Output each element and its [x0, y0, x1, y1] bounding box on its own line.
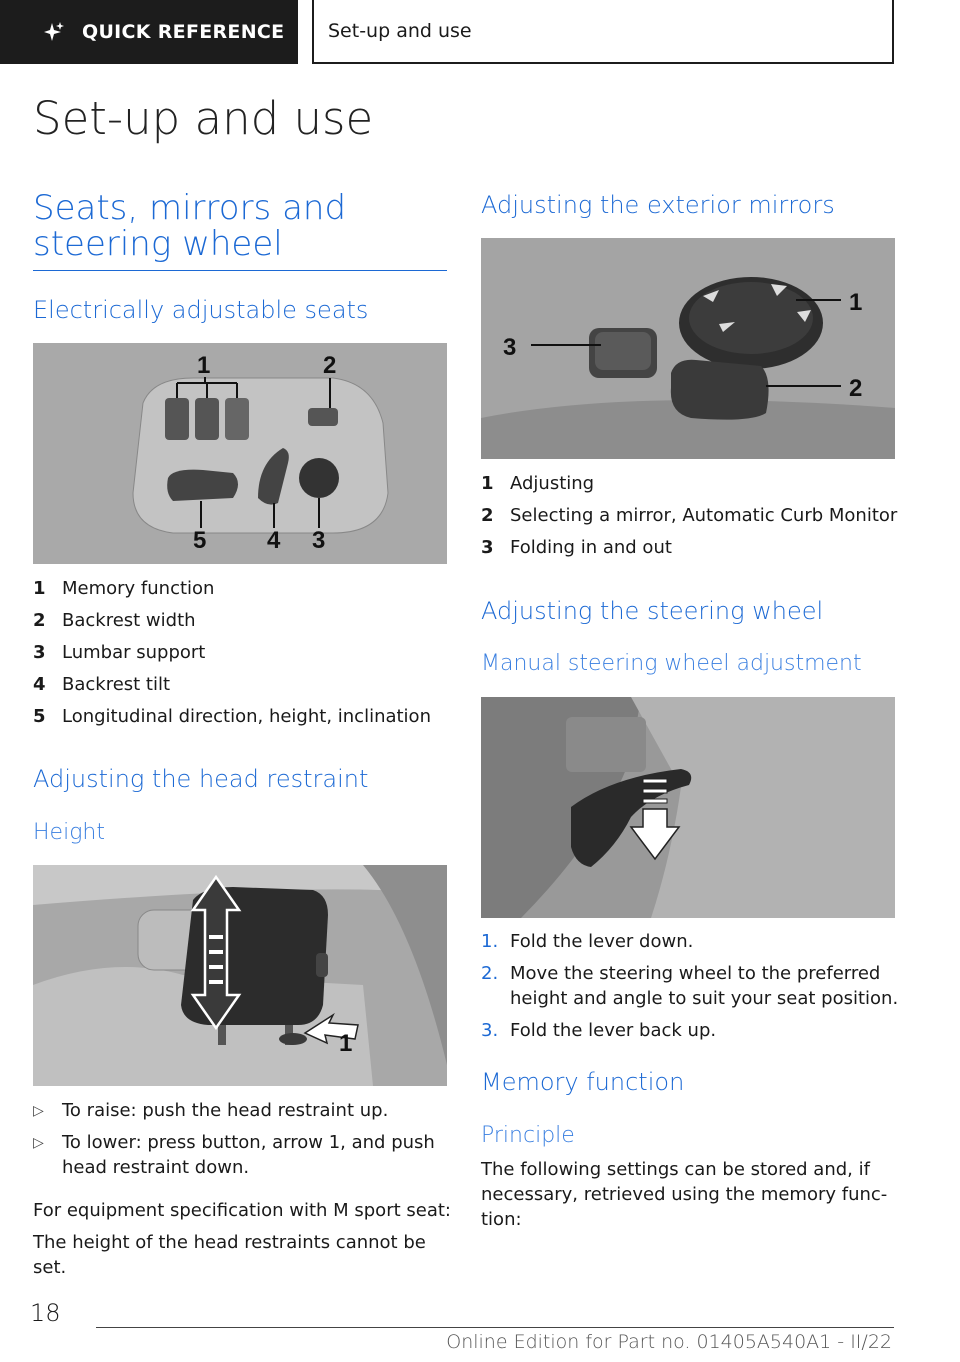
list-item — [481, 535, 672, 560]
list-text — [62, 1130, 435, 1180]
mirror-callout-2: 2 — [849, 375, 863, 402]
triangle-bullet-icon: ▷ — [33, 1135, 44, 1151]
list-number: 4 — [33, 674, 46, 695]
footer-divider — [96, 1327, 894, 1328]
list-text-line: Move the steering wheel to the preferred — [510, 963, 881, 984]
list-number: 1 — [33, 578, 46, 599]
list-number: 2 — [481, 505, 494, 526]
list-item — [481, 961, 898, 1011]
section-heading-block — [33, 190, 447, 271]
seat-callout-2: 2 — [323, 352, 337, 379]
seat-callout-1: 1 — [197, 352, 211, 379]
list-text — [510, 961, 898, 1011]
triangle-bullet-icon: ▷ — [33, 1103, 44, 1119]
list-number: 2. — [481, 963, 499, 984]
paragraph-line: The height of the head restraints cannot be — [33, 1232, 426, 1253]
chapter-tab[interactable] — [312, 0, 894, 64]
list-item — [481, 471, 594, 496]
list-text: To raise: push the head restraint up. — [62, 1100, 389, 1121]
list-number: 2 — [33, 610, 46, 631]
list-text-line: height and angle to suit your seat position. — [510, 988, 899, 1009]
page-title: Set-up and use — [33, 92, 374, 145]
quick-reference-tab[interactable] — [0, 0, 298, 64]
list-item — [33, 576, 214, 601]
mirrors-heading: Adjusting the exterior mirrors — [481, 191, 835, 219]
list-text: Adjusting — [510, 473, 595, 494]
seat-callout-3: 3 — [312, 527, 326, 554]
chapter-tab-label: Set-up and use — [328, 20, 472, 42]
list-item — [33, 1130, 435, 1180]
list-number: 3 — [481, 537, 494, 558]
sparkle-icon — [44, 21, 66, 43]
list-item — [33, 704, 431, 729]
list-number: 1. — [481, 931, 499, 952]
list-number: 3. — [481, 1020, 499, 1041]
list-text: Backrest width — [62, 610, 196, 631]
list-text-line: To lower: press button, arrow 1, and push — [62, 1132, 435, 1153]
list-item — [33, 672, 170, 697]
head-callout-1: 1 — [339, 1030, 353, 1057]
seat-callout-5: 5 — [193, 527, 207, 554]
quick-reference-label: QUICK REFERENCE — [82, 21, 285, 43]
head-restraint-figure — [33, 865, 447, 1086]
steering-heading: Adjusting the steering wheel — [481, 597, 824, 625]
paragraph-line: The following settings can be stored and, if — [481, 1159, 870, 1180]
list-number: 1 — [481, 473, 494, 494]
list-text: Lumbar support — [62, 642, 206, 663]
seat-controls-figure — [33, 343, 447, 564]
list-text: Memory function — [62, 578, 215, 599]
footer-text: Online Edition for Part no. 01405A540A1 - II/22 — [446, 1331, 892, 1353]
section-heading: Seats, mirrors and steering wheel — [33, 188, 347, 264]
list-text: Fold the lever back up. — [510, 1020, 717, 1041]
seat-callout-4: 4 — [267, 527, 281, 554]
list-item — [481, 929, 693, 954]
list-text: Selecting a mirror, Automatic Curb Monitor — [510, 505, 898, 526]
list-item — [33, 640, 205, 665]
paragraph: For equipment specification with M sport seat: — [33, 1200, 451, 1221]
paragraph — [481, 1157, 887, 1232]
steering-lever-figure — [481, 697, 895, 918]
list-item — [481, 503, 897, 528]
principle-heading: Principle — [481, 1123, 575, 1148]
list-text: Backrest tilt — [62, 674, 171, 695]
head-restraint-heading: Adjusting the head restraint — [33, 765, 369, 793]
list-text: Fold the lever down. — [510, 931, 694, 952]
memory-heading: Memory function — [481, 1068, 685, 1096]
paragraph — [33, 1230, 426, 1280]
list-item — [481, 1018, 716, 1043]
mirror-callout-1: 1 — [849, 289, 863, 316]
list-text: Longitudinal direction, height, inclination — [62, 706, 431, 727]
paragraph-line: tion: — [481, 1209, 522, 1230]
list-number: 5 — [33, 706, 46, 727]
paragraph-line: necessary, retrieved using the memory func- — [481, 1184, 888, 1205]
mirror-controls-figure — [481, 238, 895, 459]
mirror-callout-3: 3 — [503, 334, 517, 361]
list-number: 3 — [33, 642, 46, 663]
list-text: Folding in and out — [510, 537, 672, 558]
page-number: 18 — [30, 1299, 61, 1327]
height-heading: Height — [33, 820, 105, 845]
list-item — [33, 608, 196, 633]
manual-steering-heading: Manual steering wheel adjustment — [481, 651, 862, 676]
list-item — [33, 1098, 388, 1124]
list-text-line: head restraint down. — [62, 1157, 250, 1178]
seats-heading: Electrically adjustable seats — [33, 296, 369, 324]
paragraph-line: set. — [33, 1257, 67, 1278]
